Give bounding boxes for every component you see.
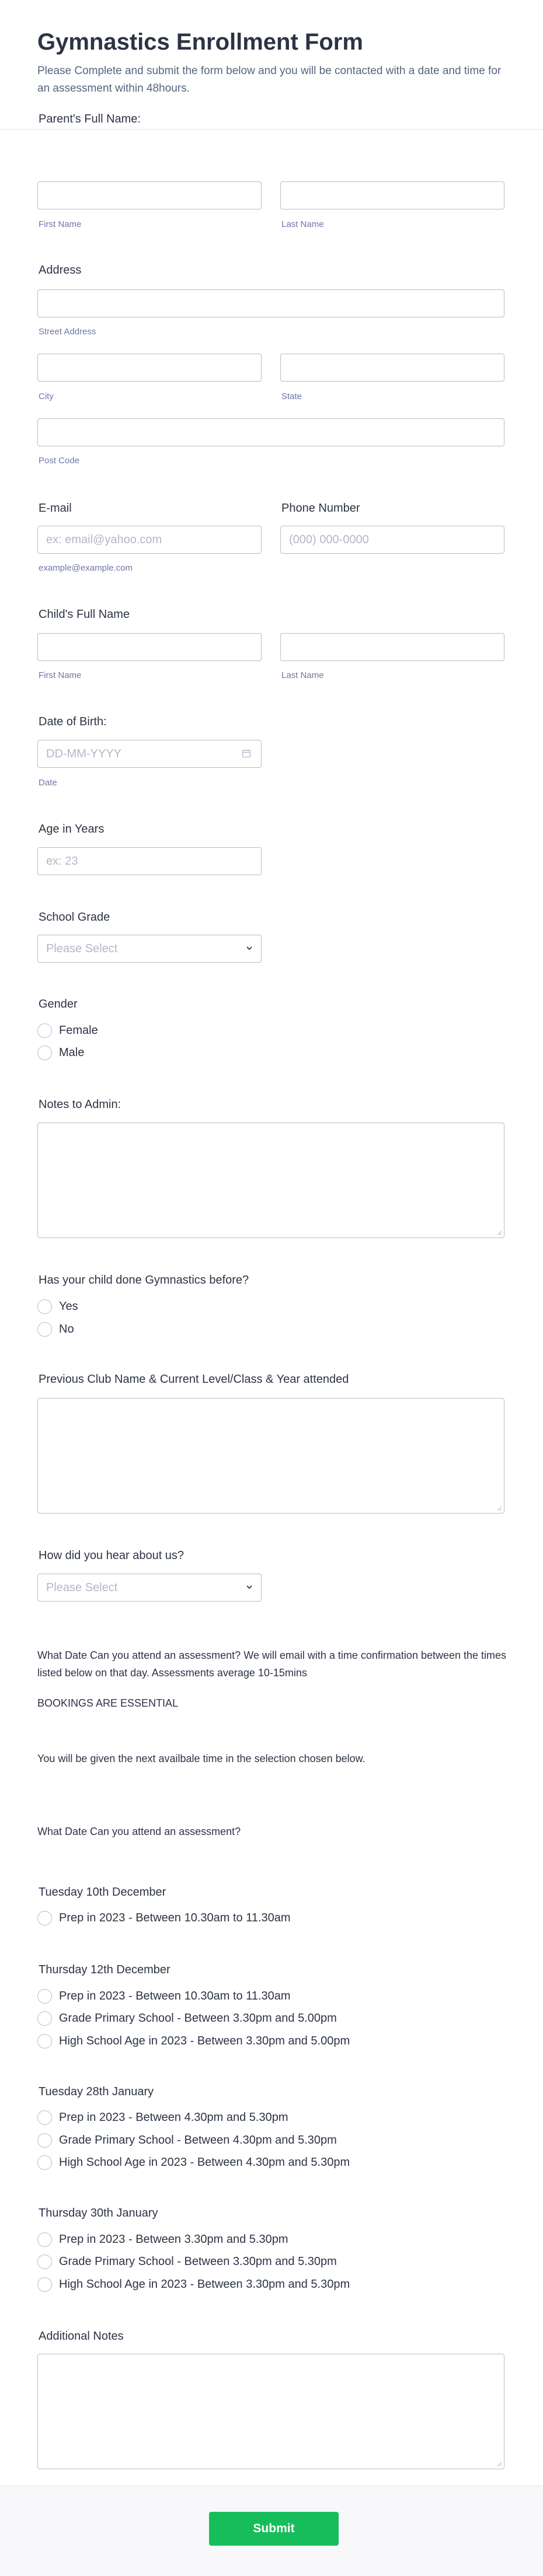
date-option[interactable] <box>37 1988 291 2004</box>
school-grade-select[interactable] <box>37 935 262 963</box>
form-header <box>0 0 543 130</box>
city-sublabel: City <box>39 392 54 401</box>
gym-before-label: Has your child done Gymnastics before? <box>39 1274 249 1287</box>
date-option[interactable] <box>37 2231 288 2248</box>
child-first-name-sublabel: First Name <box>39 670 82 680</box>
assessment-info-text: What Date Can you attend an assessment? We will email with a time confirmation between the times listed below on that day. Assessments average 10-15mins <box>37 1649 507 1679</box>
radio-circle[interactable] <box>37 2133 52 2148</box>
prev-club-label: Previous Club Name & Current Level/Class & Year attended <box>39 1373 349 1386</box>
child-last-name-input[interactable] <box>280 633 504 661</box>
radio-label: Prep in 2023 - Between 4.30pm and 5.30pm <box>59 2110 288 2124</box>
city-input[interactable] <box>37 354 262 382</box>
form-subtitle: Please Complete and submit the form below and you will be contacted with a date and time for an assessment within 48hours. <box>37 65 502 95</box>
parent-name-label: Parent's Full Name: <box>39 113 141 125</box>
additional-notes-textarea[interactable] <box>37 2354 504 2469</box>
chevron-down-icon <box>246 945 253 952</box>
radio-label: Grade Primary School - Between 4.30pm and 5.30pm <box>59 2133 337 2147</box>
date-option[interactable] <box>37 2276 350 2292</box>
radio-circle[interactable] <box>37 2277 52 2292</box>
radio-circle[interactable] <box>37 1299 52 1314</box>
age-label: Age in Years <box>39 823 105 836</box>
bookings-essential-text: BOOKINGS ARE ESSENTIAL <box>37 1697 179 1709</box>
email-sublabel: example@example.com <box>39 563 133 573</box>
notes-admin-textarea[interactable] <box>37 1123 504 1238</box>
radio-label: Grade Primary School - Between 3.30pm and 5.00pm <box>59 2011 337 2025</box>
next-available-text: You will be given the next availbale time in the selection chosen below. <box>37 1753 366 1764</box>
radio-circle[interactable] <box>37 2255 52 2269</box>
school-grade-label: School Grade <box>39 911 110 924</box>
radio-circle[interactable] <box>37 1911 52 1925</box>
post-code-sublabel: Post Code <box>39 456 80 466</box>
street-address-sublabel: Street Address <box>39 327 96 337</box>
post-code-input[interactable] <box>37 418 504 446</box>
parent-first-name-input[interactable] <box>37 181 262 209</box>
email-label: E-mail <box>39 502 72 515</box>
radio-label: Yes <box>59 1299 78 1313</box>
submit-button[interactable]: Submit <box>209 2512 339 2546</box>
radio-label: No <box>59 1322 74 1336</box>
state-sublabel: State <box>281 392 302 401</box>
radio-circle[interactable] <box>37 2232 52 2247</box>
radio-label: Female <box>59 1023 98 1037</box>
child-first-name-input[interactable] <box>37 633 262 661</box>
resize-handle-icon[interactable] <box>496 1505 502 1511</box>
dob-label: Date of Birth: <box>39 715 107 728</box>
prev-club-textarea[interactable] <box>37 1398 504 1514</box>
radio-label: Prep in 2023 - Between 10.30am to 11.30am <box>59 1911 291 1924</box>
gender-option-male[interactable] <box>37 1044 84 1061</box>
date-option[interactable] <box>37 2033 350 2049</box>
school-grade-value: Please Select <box>46 942 118 955</box>
date-heading-tue-28-jan: Tuesday 28th January <box>39 2085 154 2098</box>
chevron-down-icon <box>246 1584 253 1591</box>
date-option[interactable] <box>37 2154 350 2170</box>
gym-before-option-no[interactable] <box>37 1321 74 1337</box>
radio-label: Prep in 2023 - Between 10.30am to 11.30am <box>59 1989 291 2002</box>
parent-last-name-sublabel: Last Name <box>281 219 324 229</box>
address-label: Address <box>39 264 82 277</box>
email-input[interactable]: ex: email@yahoo.com <box>37 526 262 554</box>
date-heading-thu-30-jan: Thursday 30th January <box>39 2207 158 2220</box>
phone-label: Phone Number <box>281 502 360 515</box>
radio-circle[interactable] <box>37 1046 52 1060</box>
radio-label: Male <box>59 1046 85 1059</box>
resize-handle-icon[interactable] <box>496 1230 502 1236</box>
radio-circle[interactable] <box>37 2011 52 2026</box>
parent-last-name-input[interactable] <box>280 181 504 209</box>
radio-circle[interactable] <box>37 2155 52 2170</box>
radio-label: High School Age in 2023 - Between 3.30pm and 5.00pm <box>59 2034 350 2047</box>
date-heading-tue-10-dec: Tuesday 10th December <box>39 1886 166 1899</box>
radio-circle[interactable] <box>37 1989 52 2004</box>
dob-sublabel: Date <box>39 778 57 788</box>
parent-first-name-sublabel: First Name <box>39 219 82 229</box>
hear-about-value: Please Select <box>46 1581 118 1594</box>
radio-label: Grade Primary School - Between 3.30pm and 5.30pm <box>59 2255 337 2268</box>
date-option[interactable] <box>37 1910 291 1926</box>
date-option[interactable] <box>37 2010 337 2026</box>
age-input[interactable]: ex: 23 <box>37 847 262 875</box>
date-option[interactable] <box>37 2253 337 2270</box>
dob-input[interactable]: DD-MM-YYYY <box>37 740 262 768</box>
form-title: Gymnastics Enrollment Form <box>37 29 363 55</box>
gender-label: Gender <box>39 998 78 1011</box>
calendar-icon[interactable] <box>242 749 251 758</box>
assessment-date-question: What Date Can you attend an assessment? <box>37 1826 241 1837</box>
radio-circle[interactable] <box>37 1023 52 1038</box>
date-option[interactable] <box>37 2132 337 2148</box>
resize-handle-icon[interactable] <box>496 2461 502 2467</box>
additional-notes-label: Additional Notes <box>39 2330 124 2343</box>
gym-before-option-yes[interactable] <box>37 1298 78 1315</box>
radio-label: High School Age in 2023 - Between 3.30pm and 5.30pm <box>59 2277 350 2291</box>
hear-about-label: How did you hear about us? <box>39 1549 185 1562</box>
street-address-input[interactable] <box>37 289 504 317</box>
date-heading-thu-12-dec: Thursday 12th December <box>39 1963 170 1976</box>
child-last-name-sublabel: Last Name <box>281 670 324 680</box>
hear-about-select[interactable] <box>37 1574 262 1602</box>
radio-label: High School Age in 2023 - Between 4.30pm and 5.30pm <box>59 2155 350 2169</box>
child-name-label: Child's Full Name <box>39 608 130 621</box>
radio-label: Prep in 2023 - Between 3.30pm and 5.30pm <box>59 2232 288 2246</box>
radio-circle[interactable] <box>37 2034 52 2049</box>
radio-circle[interactable] <box>37 2110 52 2125</box>
phone-input[interactable]: (000) 000-0000 <box>280 526 504 554</box>
state-input[interactable] <box>280 354 504 382</box>
gender-option-female[interactable] <box>37 1022 98 1039</box>
date-option[interactable] <box>37 2109 288 2126</box>
notes-admin-label: Notes to Admin: <box>39 1098 121 1111</box>
radio-circle[interactable] <box>37 1322 52 1337</box>
